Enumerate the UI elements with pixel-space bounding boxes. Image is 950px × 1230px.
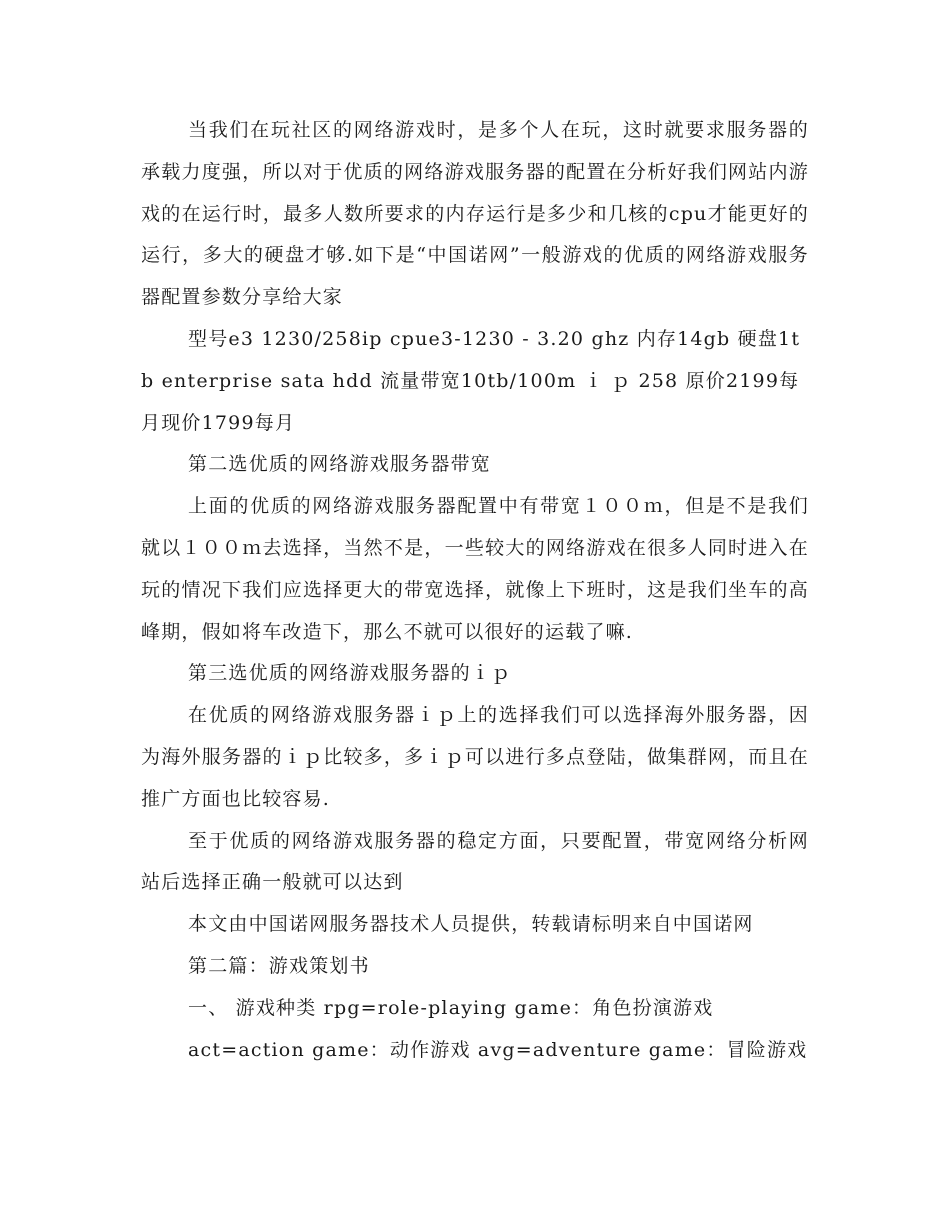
paragraph-intro: 当我们在玩社区的网络游戏时，是多个人在玩，这时就要求服务器的承载力度强，所以对于优质的网络游戏服务器的配置在分析好我们网站内游戏的在运行时，最多人数所要求的内存运行是多少和几核的cpu才能更好的运行，多大的硬盘才够.如下是“中国诺网”一般游戏的优质的网络游戏服务器配置参数分享给大家 [141, 119, 809, 309]
paragraph-stability: 至于优质的网络游戏服务器的稳定方面，只要配置，带宽网络分析网站后选择正确一般就可以达到 [141, 829, 809, 894]
heading-ip: 第三选优质的网络游戏服务器的ｉｐ [188, 662, 512, 685]
list-item-game-types-1: 一、 游戏种类 rpg=role-playing game：角色扮演游戏 [188, 996, 714, 1019]
list-item-game-types-2: act=action game：动作游戏 avg=adventure game：冒险游戏 [188, 1038, 808, 1061]
heading-bandwidth: 第二选优质的网络游戏服务器带宽 [188, 453, 492, 476]
paragraph-server-specs: 型号e3 1230/258ip cpue3-1230 - 3.20 ghz 内存14gb 硬盘1tb enterprise sata hdd 流量带宽10tb/100m ｉ ｐ 258 原价2199每月现价1799每月 [141, 327, 801, 434]
paragraph-bandwidth: 上面的优质的网络游戏服务器配置中有带宽１００ｍ，但是不是我们就以１００ｍ去选择，当然不是，一些较大的网络游戏在很多人同时进入在玩的情况下我们应选择更大的带宽选择，就像上下班时，这是我们坐车的高峰期，假如将车改造下，那么不就可以很好的运载了嘛. [141, 495, 809, 643]
document-page [141, 110, 809, 1071]
paragraph-ip: 在优质的网络游戏服务器ｉｐ上的选择我们可以选择海外服务器，因为海外服务器的ｉｐ比较多，多ｉｐ可以进行多点登陆，做集群网，而且在推广方面也比较容易. [141, 704, 809, 810]
heading-part-two: 第二篇：游戏策划书 [188, 954, 370, 977]
paragraph-credit: 本文由中国诺网服务器技术人员提供，转载请标明来自中国诺网 [188, 913, 754, 936]
